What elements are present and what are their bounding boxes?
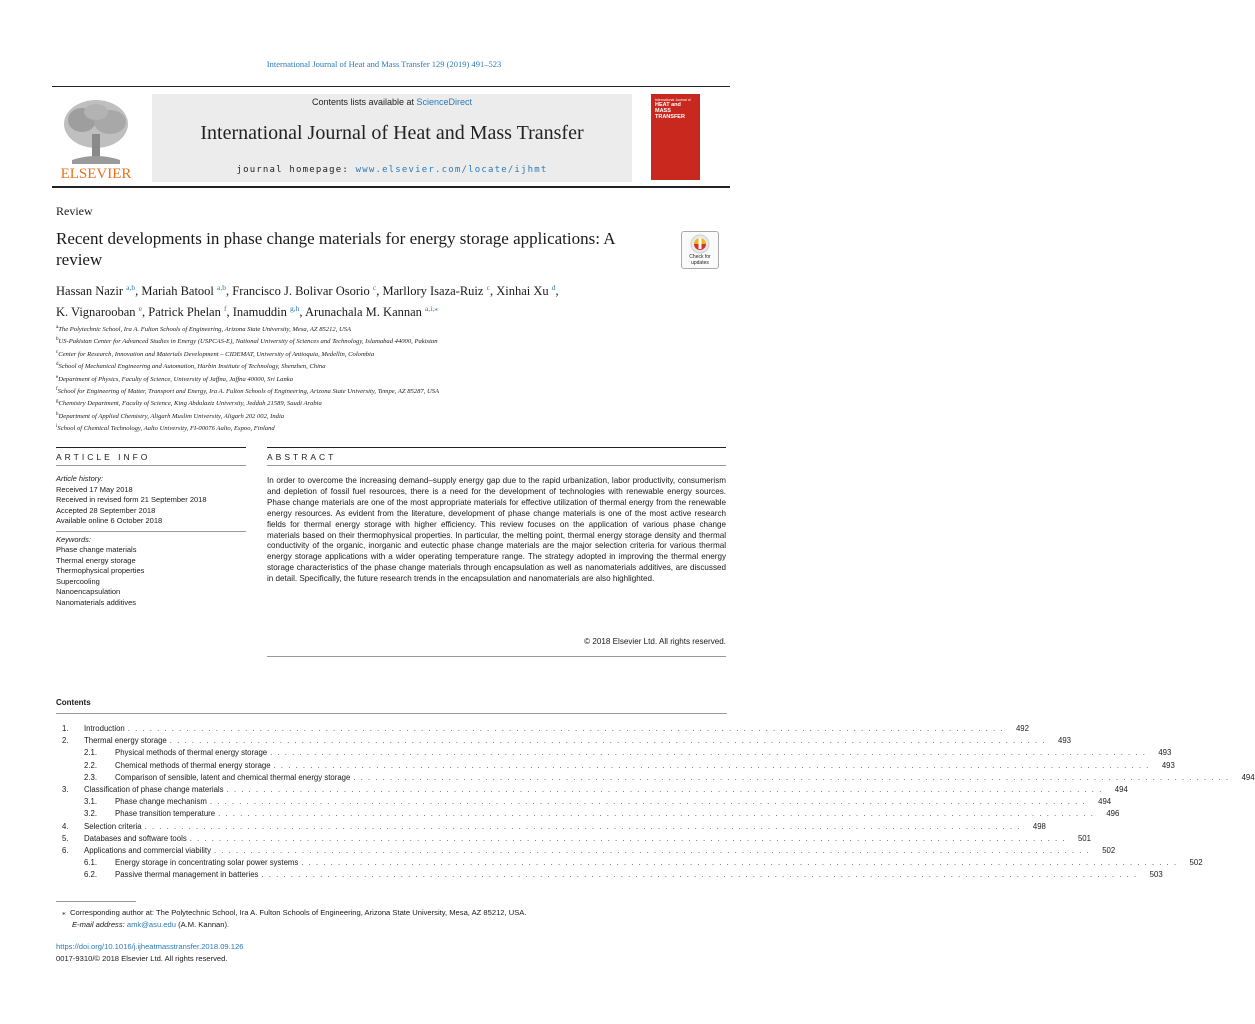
doi-link[interactable]: https://doi.org/10.1016/j.ijheatmasstransfer.2018.09.126 [56,942,244,951]
author[interactable] [233,305,300,319]
abstract-subrule [267,465,726,466]
table-of-contents [56,724,1255,882]
toc-leader-dots: . . . . . . . . . . . . . . . . . . . . . . . . . . . . . . . . . . . . . . . . . . . . . . . . . . . . . . . . . . . . . . . . . . . . . . . . . . . . . . . . . . . . . . . . . . . . . . . . . . . . . . . . . . . . . . . . . . . . . . . . [213,845,1091,855]
keyword: Thermophysical properties [56,566,145,575]
toc-page-number: 493 [1161,760,1175,770]
issn-copyright: 0017-9310/© 2018 Elsevier Ltd. All rights reserved. [56,954,228,963]
toc-leader-dots: . . . . . . . . . . . . . . . . . . . . . . . . . . . . . . . . . . . . . . . . . . . . . . . . . . . . . . . . . . . . . . . . . . . . . . . . . . . . . . . . . . . . . . . . . . . . . . . . . . . . . . . . . . . . . . . . . . . . . . . . [169,736,1047,746]
history-entry: Accepted 28 September 2018 [56,505,156,515]
toc-entry[interactable] [56,845,1116,858]
toc-number: 3. [62,784,69,794]
affiliation-key: i [56,424,58,430]
toc-number: 4. [62,821,69,831]
contents-rule [56,713,727,714]
toc-entry[interactable] [56,724,1029,736]
affiliation [56,385,736,397]
affiliation-text: School for Engineering of Matter, Transport and Energy, Ira A. Fulton Schools of Engineering, Arizona State University, Tempe, AZ 85287, USA [57,388,440,396]
affiliation-key: a [56,325,59,330]
affiliation [56,422,736,434]
article-info-subrule [56,465,246,466]
affiliation-list [56,323,736,435]
affiliation-key: h [56,411,59,417]
toc-entry[interactable] [56,870,1163,882]
abstract-copyright: © 2018 Elsevier Ltd. All rights reserved. [584,637,726,646]
author[interactable] [496,284,555,298]
toc-label: Selection criteria [84,821,142,831]
toc-label: Thermal energy storage [84,736,167,746]
toc-page-number: 503 [1149,870,1163,880]
toc-label: Physical methods of thermal energy storage [115,748,268,758]
toc-leader-dots: . . . . . . . . . . . . . . . . . . . . . . . . . . . . . . . . . . . . . . . . . . . . . . . . . . . . . . . . . . . . . . . . . . . . . . . . . . . . . . . . . . . . . . . . . . . . . . . . . . . . . . . . . . . . . . . . . . . . . . . . [127,724,1004,733]
toc-leader-dots: . . . . . . . . . . . . . . . . . . . . . . . . . . . . . . . . . . . . . . . . . . . . . . . . . . . . . . . . . . . . . . . . . . . . . . . . . . . . . . . . . . . . . . . . . . . . . . . . . . . . . . . . . . . . . . . . . . . . . . . . [226,784,1103,794]
contents-availability: Contents lists available at ScienceDirect [311,97,473,107]
affiliation-text: The Polytechnic School, Ira A. Fulton Schools of Engineering, Arizona State University, Mesa, AZ 85212, USA [58,326,352,334]
email-label: E-mail address: [72,920,127,929]
affiliation-key: e [56,374,59,380]
toc-label: Phase transition temperature [115,809,216,819]
journal-cover-thumbnail[interactable] [651,94,700,180]
abstract-text: In order to overcome the increasing demand–supply energy gap due to the rapid urbanization, labor productivity, consumerism and depletion of fossil fuel resources, there is a need for the development of technologies with renewable energy sources. Phase change materials are one of the most appropriate materials for effective utilization of thermal energy from the renewable energy resources. As evident from the literature, development of phase change materials is one of the most active research fields for thermal energy storage with higher efficiency. This review focuses on the application of various phase change materials based on their thermophysical properties. In particular, the melting point, thermal energy storage density and thermal conductivity of the organic, inorganic and eutectic phase change materials are the major selection criteria for various thermal energy storage applications with a wider operating temperature range. The strategy adopted in improving the thermal energy storage characteristics of the phase change materials through encapsulation as well as nanomaterials additives, are discussed in detail. Specifically, the future research trends in the encapsulation and nanomaterials are also highlighted. [267,476,726,584]
toc-entry[interactable] [56,772,1255,785]
author-name: Inamuddin [232,305,287,320]
toc-leader-dots: . . . . . . . . . . . . . . . . . . . . . . . . . . . . . . . . . . . . . . . . . . . . . . . . . . . . . . . . . . . . . . . . . . . . . . . . . . . . . . . . . . . . . . . . . . . . . . . . . . . . . . . . . . . . . . . . . . . . . . . . [353,772,1230,782]
affiliation [56,335,736,347]
affiliation-text: Center for Research, Innovation and Materials Development – CIDEMAT, University of Antioquia, Medellin, Colombia [58,350,375,358]
author-affiliation-marker[interactable]: g,h [290,304,300,314]
toc-leader-dots: . . . . . . . . . . . . . . . . . . . . . . . . . . . . . . . . . . . . . . . . . . . . . . . . . . . . . . . . . . . . . . . . . . . . . . . . . . . . . . . . . . . . . . . . . . . . . . . . . . . . . . . . . . . . . . . . . . . . . . . . [273,760,1150,770]
doi-block [56,941,243,965]
toc-label: Applications and commercial viability [84,845,211,855]
abstract-end-rule [267,656,726,657]
toc-page-number: 494 [1114,784,1128,794]
author-name: Marllory Isaza-Ruiz [382,284,484,299]
toc-number: 6. [62,845,69,855]
toc-label: Introduction [84,724,125,733]
check-updates-label: Check for updates [689,254,711,266]
keyword: Phase change materials [56,545,137,554]
affiliation [56,410,736,422]
toc-page-number: 494 [1098,797,1112,807]
toc-number: 5. [62,833,69,843]
toc-label: Chemical methods of thermal energy storage [115,760,271,770]
toc-number: 6.1. [84,858,98,868]
affiliation [56,323,736,335]
affiliation-key: c [56,349,59,355]
article-info-rule [56,447,246,448]
affiliation-text: US-Pakistan Center for Advanced Studies in Energy (USPCAS-E), National University of Sciences and Technology, Islamabad 44000, Pakistan [58,338,438,346]
toc-number: 6.2. [84,870,98,880]
history-entry: Available online 6 October 2018 [56,516,163,525]
footnote-mark: ⁎ [62,908,66,917]
author[interactable] [305,305,438,319]
affiliation-text: Department of Applied Chemistry, Aligarh Muslim University, Aligarh 202 002, India [58,412,285,420]
toc-number: 2. [62,736,69,746]
affiliation-key: g [56,399,59,405]
toc-entry[interactable] [56,748,1172,760]
toc-entry[interactable] [56,833,1091,846]
toc-label: Databases and software tools [84,833,187,843]
affiliation-key: f [56,386,58,392]
toc-leader-dots: . . . . . . . . . . . . . . . . . . . . . . . . . . . . . . . . . . . . . . . . . . . . . . . . . . . . . . . . . . . . . . . . . . . . . . . . . . . . . . . . . . . . . . . . . . . . . . . . . . . . . . . . . . . . . . . . . . . . . . . . [144,821,1021,831]
toc-entry[interactable] [56,797,1112,809]
sciencedirect-link[interactable]: ScienceDirect [416,97,473,107]
toc-page-number: 502 [1189,858,1203,868]
toc-number: 3.1. [84,797,98,807]
author-affiliation-marker[interactable]: d [551,283,556,292]
toc-page-number: 494 [1241,772,1255,782]
author-affiliation-marker[interactable]: c [486,283,490,292]
toc-label: Energy storage in concentrating solar power systems [115,858,299,868]
toc-entry[interactable] [56,784,1128,797]
article-title: Recent developments in phase change materials for energy storage applications: A review [56,229,615,269]
affiliation-key: d [56,362,59,368]
abstract-rule [267,447,726,448]
author-affiliation-marker[interactable]: a,b [217,283,226,292]
article-info-panel [56,474,246,608]
toc-entry[interactable] [56,736,1072,748]
author-affiliation-marker[interactable]: e [138,304,143,314]
footnote [56,907,736,931]
affiliation-text: School of Chemical Technology, Aalto University, FI-00076 Aalto, Espoo, Finland [57,425,275,433]
affiliation [56,348,736,360]
author-name: Francisco J. Bolivar Osorio [232,284,370,299]
check-for-updates-badge[interactable] [681,231,719,269]
email-owner: (A.M. Kannan). [175,920,230,929]
history-label: Article history: [56,474,104,483]
toc-label: Phase change mechanism [115,797,207,807]
cover-small-text: International Journal of [655,98,691,102]
toc-number: 2.3. [84,772,98,782]
header-rule-bottom [52,186,730,188]
corresponding-author: Corresponding author at: The Polytechnic School, Ira A. Fulton Schools of Engineering, Arizona State University, Mesa, AZ 85212, USA. [70,908,527,917]
affiliation-key: b [56,337,59,343]
toc-number: 2.1. [84,748,98,758]
toc-page-number: 498 [1032,821,1046,831]
keyword: Nanomaterials additives [56,597,137,607]
elsevier-tree-logo [52,94,140,182]
toc-leader-dots: . . . . . . . . . . . . . . . . . . . . . . . . . . . . . . . . . . . . . . . . . . . . . . . . . . . . . . . . . . . . . . . . . . . . . . . . . . . . . . . . . . . . . . . . . . . . . . . . . . . . . . . . . . . . . . . . . . . . . . . . [189,833,1066,843]
author-affiliation-marker[interactable]: a,b [126,283,136,292]
history-entry: Received 17 May 2018 [56,484,133,494]
author-name: K. Vignarooban [56,305,136,320]
affiliation [56,360,736,372]
author[interactable] [232,284,376,298]
journal-banner [152,94,632,182]
toc-leader-dots: . . . . . . . . . . . . . . . . . . . . . . . . . . . . . . . . . . . . . . . . . . . . . . . . . . . . . . . . . . . . . . . . . . . . . . . . . . . . . . . . . . . . . . . . . . . . . . . . . . . . . . . . . . . . . . . . . . . . . . . . [218,809,1095,819]
author-affiliation-marker[interactable]: f [223,304,227,314]
affiliation-text: Chemistry Department, Faculty of Science, King Abdulaziz University, Jeddah 21589, Saudi Arabia [58,400,322,408]
author-name: Xinhai Xu [496,284,549,299]
affiliation-text: School of Mechanical Engineering and Automation, Harbin Institute of Technology, Shenzhen, China [58,363,326,371]
toc-entry[interactable] [56,821,1046,834]
author-name: Arunachala M. Kannan [304,305,422,320]
toc-label: Comparison of sensible, latent and chemical thermal energy storage [115,772,351,782]
toc-page-number: 493 [1058,736,1072,746]
toc-label: Passive thermal management in batteries [115,870,259,880]
toc-entry[interactable] [56,858,1203,870]
keyword: Thermal energy storage [56,555,136,565]
affiliation [56,373,736,385]
check-updates-icon [682,232,718,256]
author[interactable] [56,284,135,298]
journal-title: International Journal of Heat and Mass Transfer [200,122,584,144]
footnote-rule [56,901,136,902]
abstract-heading: ABSTRACT [267,452,337,462]
toc-page-number: 502 [1102,845,1116,855]
journal-citation[interactable]: International Journal of Heat and Mass Transfer 129 (2019) 491–523 [266,59,502,69]
author-name: Patrick Phelan [148,305,221,320]
toc-leader-dots: . . . . . . . . . . . . . . . . . . . . . . . . . . . . . . . . . . . . . . . . . . . . . . . . . . . . . . . . . . . . . . . . . . . . . . . . . . . . . . . . . . . . . . . . . . . . . . . . . . . . . . . . . . . . . . . . . . . . . . . . [261,870,1138,880]
affiliation [56,397,736,409]
homepage-link[interactable]: www.elsevier.com/locate/ijhmt [355,165,548,175]
cover-title: HEAT and MASS TRANSFER [655,102,685,120]
toc-label: Classification of phase change materials [84,784,224,794]
toc-page-number: 496 [1106,809,1120,819]
toc-leader-dots: . . . . . . . . . . . . . . . . . . . . . . . . . . . . . . . . . . . . . . . . . . . . . . . . . . . . . . . . . . . . . . . . . . . . . . . . . . . . . . . . . . . . . . . . . . . . . . . . . . . . . . . . . . . . . . . . . . . . . . . . [301,858,1178,868]
elsevier-wordmark: ELSEVIER [60,166,132,182]
article-info-heading: ARTICLE INFO [56,452,151,462]
author-affiliation-marker[interactable]: a,i,⁎ [425,304,438,314]
toc-leader-dots: . . . . . . . . . . . . . . . . . . . . . . . . . . . . . . . . . . . . . . . . . . . . . . . . . . . . . . . . . . . . . . . . . . . . . . . . . . . . . . . . . . . . . . . . . . . . . . . . . . . . . . . . . . . . . . . . . . . . . . . . [270,748,1147,758]
journal-homepage: journal homepage: www.elsevier.com/locate/ijhmt [236,165,548,175]
toc-number: 1. [62,724,69,733]
author-list: Hassan Nazir $^{a,b}$, Mariah Batool $^{a,b}$, Francisco J. Bolivar Osorio $^c$, Marllory Isaza-Ruiz $^c$, Xinhai Xu $^d$, K. Vignarooban $^e$, Patrick Phelan $^f$, Inamuddin $^{g,h}$, Arunachala M. Kannan $^{a,i,⁎}$ [56,283,559,320]
contents-heading: Contents [56,698,91,707]
author[interactable] [382,284,489,298]
toc-leader-dots: . . . . . . . . . . . . . . . . . . . . . . . . . . . . . . . . . . . . . . . . . . . . . . . . . . . . . . . . . . . . . . . . . . . . . . . . . . . . . . . . . . . . . . . . . . . . . . . . . . . . . . . . . . . . . . . . . . . . . . . . [209,797,1087,807]
email-link[interactable]: amk@asu.edu [126,920,176,929]
header-rule-top [52,86,730,87]
toc-page-number: 492 [1015,724,1029,733]
author[interactable] [148,305,226,319]
keyword: Nanoencapsulation [56,587,121,596]
author[interactable] [56,305,142,319]
history-entry: Received in revised form 21 September 2018 [56,495,207,504]
toc-number: 2.2. [84,760,98,770]
toc-number: 3.2. [84,809,98,819]
toc-entry[interactable] [56,760,1175,773]
affiliation-text: Department of Physics, Faculty of Science, University of Jaffna, Jaffna 40000, Sri Lanka [58,375,293,383]
toc-page-number: 493 [1158,748,1172,758]
toc-entry[interactable] [56,809,1120,821]
toc-page-number: 501 [1077,833,1091,843]
author[interactable] [141,284,226,298]
article-type: Review [56,204,93,218]
author-name: Mariah Batool [141,284,214,299]
keywords-divider [56,531,246,532]
keyword: Supercooling [56,576,100,586]
author-affiliation-marker[interactable]: c [372,283,377,292]
keywords-label: Keywords: [56,534,92,544]
author-name: Hassan Nazir [56,284,123,299]
